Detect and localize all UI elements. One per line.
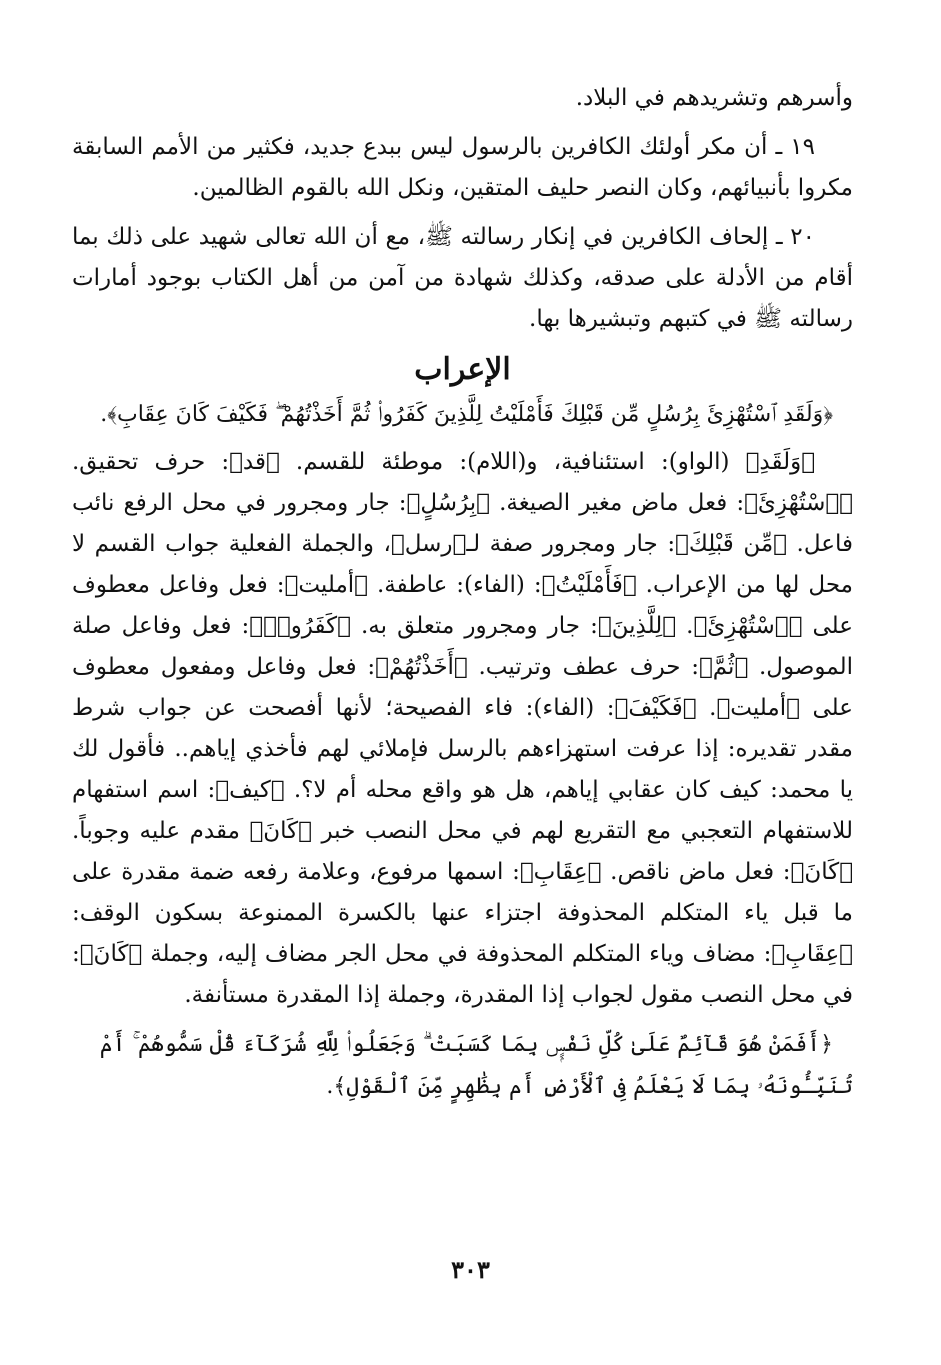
continuation-line: وأسرهم وتشريدهم في البلاد. bbox=[575, 85, 853, 111]
point-19: ١٩ ـ أن مكر أولئك الكافرين بالرسول ليس ببدع جديد، فكثير من الأمم السابقة مكروا بأنبيائهم، وكان النصر حليف المتقين، ونكل الله بالقوم الظالمين. bbox=[72, 134, 853, 201]
verse-2: ﴿أَفَمَنْ هُوَ قَآئِمٌ عَلَىٰ كُلِّ نَفْسٍۭ بِمَا كَسَبَتْ ۗ وَجَعَلُوا۟ لِلَّهِ شُرَكَآءَ قُلْ سَمُّوهُمْ ۚ أَمْ تُنَبِّـُٔونَهُۥ بِمَا لَا يَعْلَمُ فِى ٱلْأَرْضِ أَم بِظَٰهِرٍ مِّنَ ٱلْقَوْلِ﴾. bbox=[99, 1032, 853, 1099]
section-heading: الإعراب bbox=[414, 352, 511, 387]
page-number: ٣٠٣ bbox=[451, 1255, 490, 1284]
book-page bbox=[72, 78, 853, 1114]
irab-paragraph: ﴿وَلَقَدِ﴾ (الواو): استئنافية، و(اللام): موطئة للقسم. ﴿قد﴾: حرف تحقيق. ﴿ٱسْتُهْزِئَ﴾: فعل ماض مغير الصيغة. ﴿بِرُسُلٍ﴾: جار ومجرور في محل الرفع نائب فاعل. ﴿مِّن قَبْلِكَ﴾: جار ومجرور صفة لـ﴿رسل﴾، والجملة الفعلية جواب القسم لا محل لها من الإعراب. ﴿فَأَمْلَيْتُ﴾: (الفاء): عاطفة. ﴿أمليت﴾: فعل وفاعل معطوف على ﴿ٱسْتُهْزِئَ﴾. ﴿لِلَّذِينَ﴾: جار ومجرور متعلق به. ﴿كَفَرُوا۟﴾: فعل وفاعل صلة الموصول. ﴿ثُمَّ﴾: حرف عطف وترتيب. ﴿أَخَذْتُهُمْ﴾: فعل وفاعل ومفعول معطوف على ﴿أمليت﴾. ﴿فَكَيْفَ﴾: (الفاء): فاء الفصيحة؛ لأنها أفصحت عن جواب شرط مقدر تقديره: إذا عرفت استهزاءهم بالرسل فإملائي لهم فأخذي إياهم.. فأقول لك يا محمد: كيف كان عقابي إياهم، هل هو واقع محله أم لا؟. ﴿كيف﴾: اسم استفهام للاستفهام التعجبي مع التقريع لهم في محل النصب خبر ﴿كَانَ﴾ مقدم عليه وجوباً. ﴿كَانَ﴾: فعل ماض ناقص. ﴿عِقَابِ﴾: اسمها مرفوع، وعلامة رفعه ضمة مقدرة على ما قبل ياء المتكلم المحذوفة اجتزاء عنها بالكسرة الممنوعة بسكون الوقف: ﴿عِقَابِ﴾: مضاف وياء المتكلم المحذوفة في محل الجر مضاف إليه، وجملة ﴿كَانَ﴾: في محل النصب مقول لجواب إذا المقدرة، وجملة إذا المقدرة مستأنفة. bbox=[72, 449, 854, 1008]
verse-1: ﴿وَلَقَدِ ٱسْتُهْزِئَ بِرُسُلٍ مِّن قَبْلِكَ فَأَمْلَيْتُ لِلَّذِينَ كَفَرُوا۟ ثُمَّ أَخَذْتُهُمْ ۖ فَكَيْفَ كَانَ عِقَابِ﴾. bbox=[100, 402, 833, 427]
point-20: ٢٠ ـ إلحاف الكافرين في إنكار رسالته ﷺ، مع أن الله تعالى شهيد على ذلك بما أقام من الأدلة على صدقه، وكذلك شهادة من آمن من أهل الكتاب بوجود أمارات رسالته ﷺ في كتبهم وتبشيرها بها. bbox=[72, 224, 853, 332]
